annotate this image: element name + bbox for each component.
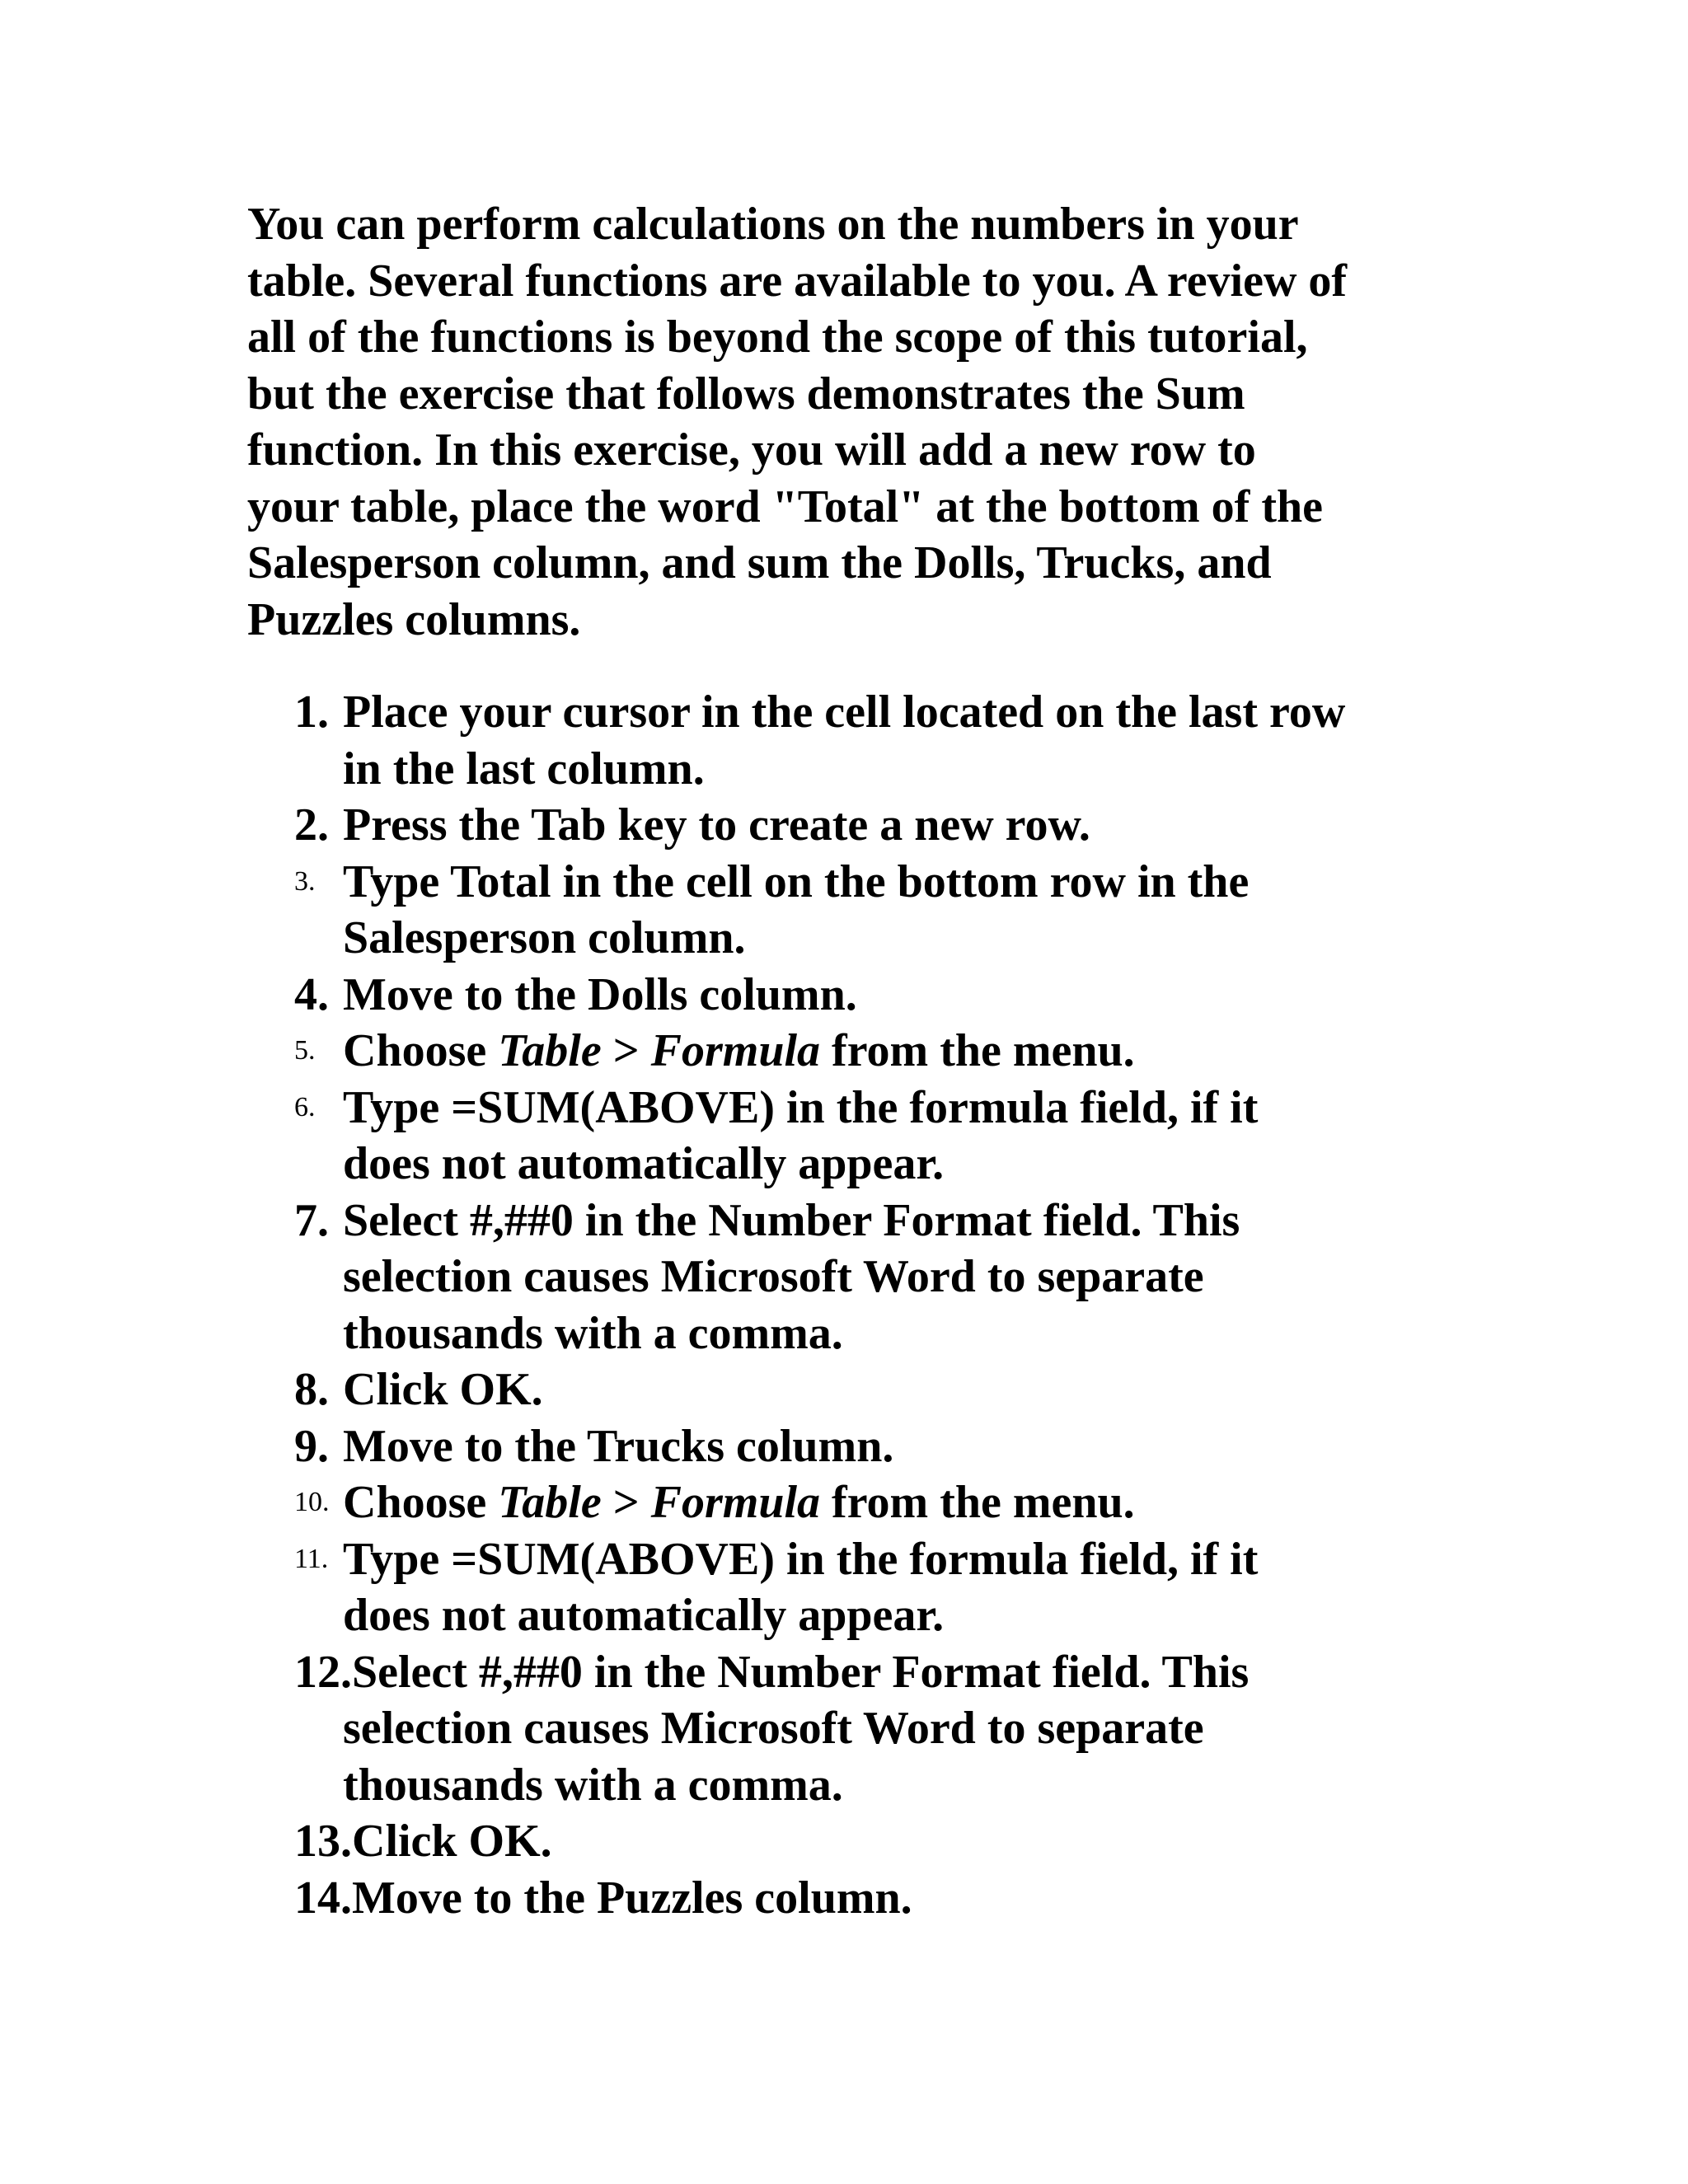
- step-line: [294, 1870, 1688, 1927]
- step-number: 3.: [294, 865, 316, 897]
- step-1: [0, 684, 1688, 797]
- step-text: [343, 684, 1688, 797]
- step-number: 14.: [294, 1872, 352, 1924]
- step-line: Type Total in the cell on the bottom row in the: [343, 855, 1250, 907]
- menu-formula-label: Formula: [650, 1025, 821, 1076]
- step-line: thousands with a comma.: [343, 1307, 843, 1359]
- intro-line: but the exercise that follows demonstrates the Sum: [247, 368, 1245, 419]
- step-12: [0, 1644, 1688, 1814]
- step-number: 2.: [294, 799, 329, 851]
- step-line: in the last column.: [343, 743, 705, 794]
- menu-table-label: Table: [498, 1025, 602, 1076]
- step-line: Select #,##0 in the Number Format field. This: [343, 1194, 1240, 1246]
- step-9: [0, 1418, 1688, 1475]
- step-number: 9.: [294, 1420, 329, 1472]
- step-text: [343, 1418, 1688, 1475]
- intro-line: table. Several functions are available to you. A review of: [247, 255, 1348, 307]
- steps-list: [0, 684, 1688, 1926]
- step-10: [0, 1474, 1688, 1531]
- step-text-part: from the menu.: [820, 1477, 1135, 1528]
- step-text: [343, 854, 1688, 967]
- step-text: [294, 1870, 1688, 1927]
- step-11: [0, 1531, 1688, 1644]
- step-line: Move to the Trucks column.: [343, 1420, 894, 1472]
- intro-line: all of the functions is beyond the scope of this tutorial,: [247, 312, 1308, 363]
- step-text: [343, 1474, 1688, 1531]
- step-line: selection causes Microsoft Word to separate: [343, 1251, 1204, 1302]
- step-5: [0, 1023, 1688, 1080]
- step-line: Type =SUM(ABOVE) in the formula field, if it: [343, 1081, 1259, 1133]
- step-number: 4.: [294, 968, 329, 1020]
- step-line: [343, 1023, 1688, 1080]
- step-line: thousands with a comma.: [343, 1759, 843, 1811]
- intro-line: Salesperson column, and sum the Dolls, Trucks, and: [247, 537, 1272, 588]
- step-text-part: >: [601, 1477, 651, 1528]
- step-line: [294, 1644, 1688, 1701]
- step-text: [343, 1193, 1688, 1362]
- step-4: [0, 967, 1688, 1024]
- step-line: does not automatically appear.: [343, 1138, 945, 1189]
- step-number: 8.: [294, 1364, 329, 1415]
- step-text: [343, 1080, 1688, 1193]
- step-text: [343, 1023, 1688, 1080]
- step-number: 11.: [294, 1543, 329, 1574]
- step-text-part: >: [601, 1025, 651, 1076]
- intro-line: your table, place the word "Total" at the bottom of the: [247, 480, 1323, 532]
- step-number: 6.: [294, 1091, 316, 1122]
- step-text: [294, 1644, 1688, 1814]
- step-line: does not automatically appear.: [343, 1590, 945, 1641]
- step-text: [343, 797, 1688, 854]
- step-text-part: from the menu.: [820, 1025, 1135, 1076]
- step-text: [294, 1813, 1688, 1870]
- menu-table-label: Table: [498, 1477, 602, 1528]
- step-2: [0, 797, 1688, 854]
- step-3: [0, 854, 1688, 967]
- step-line-text: Click OK.: [352, 1816, 552, 1867]
- intro-line: function. In this exercise, you will add a new row to: [247, 424, 1256, 476]
- step-line: Move to the Dolls column.: [343, 968, 857, 1020]
- intro-line: Puzzles columns.: [247, 593, 581, 645]
- step-line: selection causes Microsoft Word to separate: [343, 1703, 1204, 1754]
- step-text-part: Choose: [343, 1025, 499, 1076]
- step-line: [294, 1813, 1688, 1870]
- step-number: 1.: [294, 687, 329, 738]
- menu-formula-label: Formula: [650, 1477, 821, 1528]
- step-line: [343, 1474, 1688, 1531]
- step-14: [0, 1870, 1688, 1927]
- step-line-text: Move to the Puzzles column.: [352, 1872, 912, 1924]
- step-6: [0, 1080, 1688, 1193]
- step-number: 5.: [294, 1035, 316, 1066]
- step-text: [343, 967, 1688, 1024]
- step-8: [0, 1361, 1688, 1418]
- step-number: 13.: [294, 1816, 352, 1867]
- intro-line: You can perform calculations on the numbers in your: [247, 199, 1299, 250]
- step-text: [343, 1531, 1688, 1644]
- step-line-text: Select #,##0 in the Number Format field. This: [352, 1646, 1250, 1698]
- step-13: [0, 1813, 1688, 1870]
- step-line: Type =SUM(ABOVE) in the formula field, if it: [343, 1533, 1259, 1585]
- step-text-part: Choose: [343, 1477, 499, 1528]
- step-number: 12.: [294, 1646, 352, 1698]
- step-7: [0, 1193, 1688, 1362]
- step-number: 7.: [294, 1194, 329, 1246]
- step-number: 10.: [294, 1487, 330, 1517]
- step-line: Place your cursor in the cell located on the last row: [343, 687, 1346, 738]
- step-line: Press the Tab key to create a new row.: [343, 799, 1090, 851]
- intro-paragraph: [247, 196, 1459, 648]
- step-line: Salesperson column.: [343, 912, 746, 963]
- step-text: [343, 1361, 1688, 1418]
- step-line: Click OK.: [343, 1364, 543, 1415]
